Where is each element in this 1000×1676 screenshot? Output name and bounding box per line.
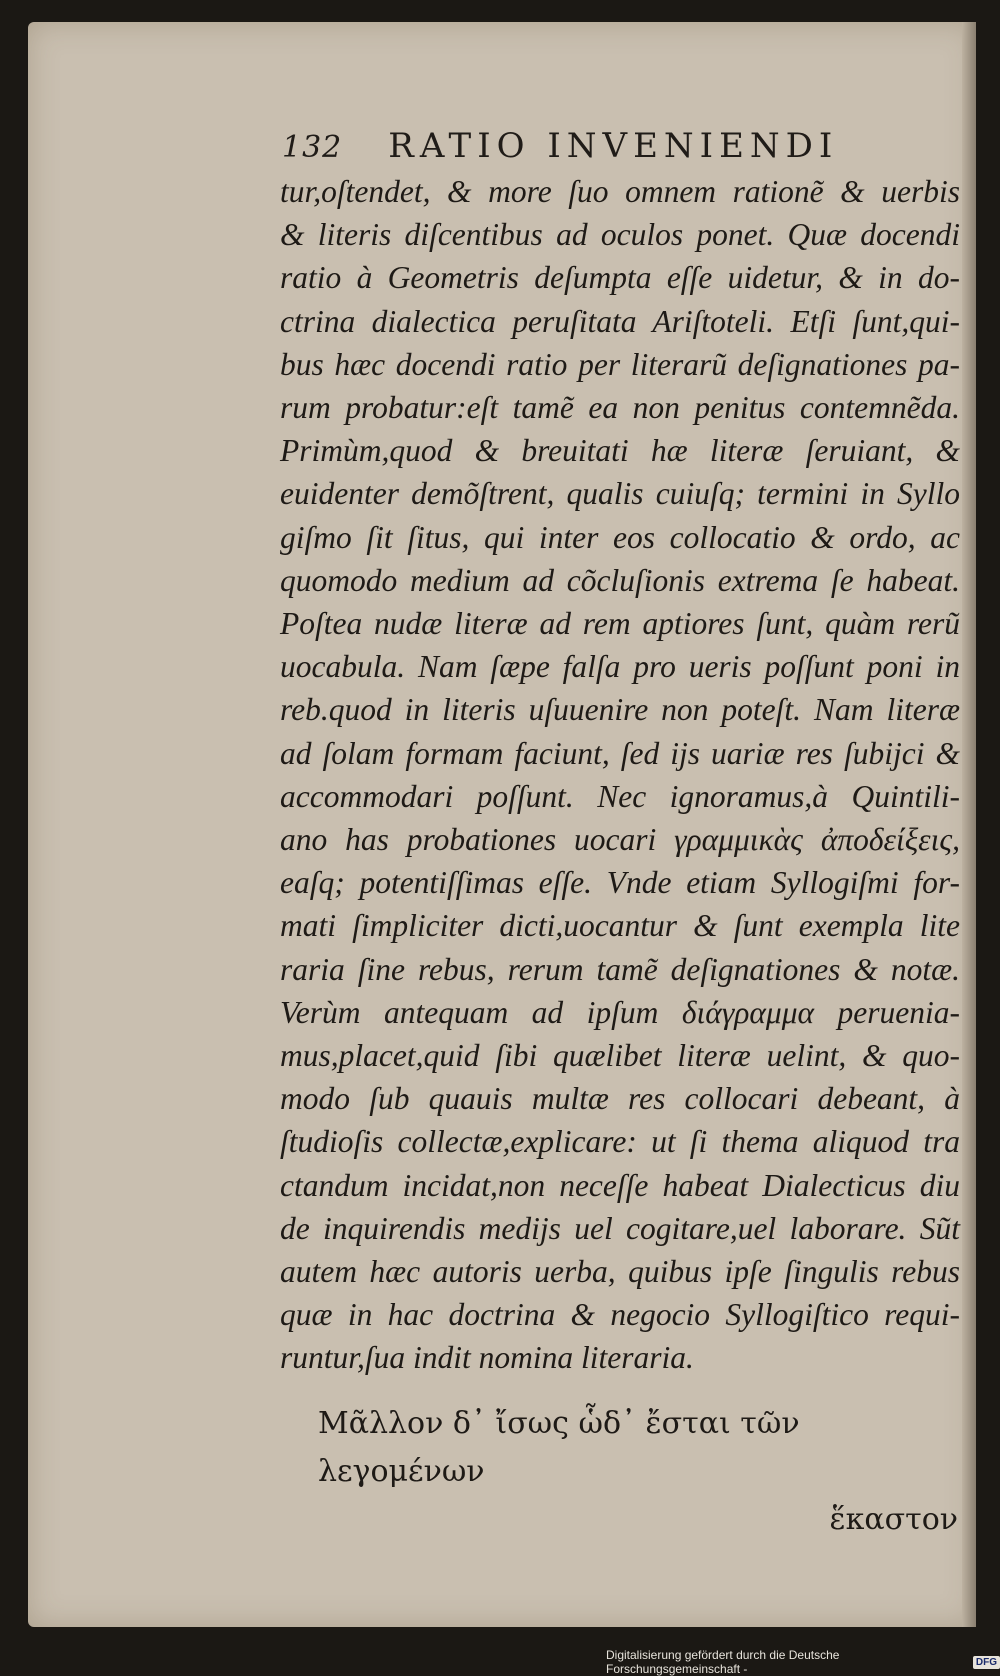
text-line: raria ſine rebus, rerum tamẽ deſignationes & notæ. <box>280 951 960 987</box>
text-line: runtur,ſua indit nomina literaria. <box>280 1340 694 1376</box>
page-header <box>282 126 838 166</box>
text-line: uocabula. Nam ſæpe falſa pro ueris poſſunt poni in <box>280 649 960 685</box>
text-line: Primùm,quod & breuitati hæ literæ ſeruiant, & <box>280 433 960 469</box>
text-line: rum probatur:eſt tamẽ ea non penitus contemnẽda. <box>280 390 960 426</box>
text-line: mus,placet,quid ſibi quælibet literæ uelint, & quo- <box>280 1038 960 1074</box>
text-line: reb.quod in literis uſuuenire non poteſt. Nam literæ <box>280 692 960 728</box>
text-line: ſtudioſis collectæ,explicare: ut ſi thema aliquod tra <box>280 1124 960 1160</box>
text-line: quæ in hac doctrina & negocio Syllogiſtico requi- <box>280 1297 960 1333</box>
text-line: ano has probationes uocari γραμμικὰς ἀποδείξεις, <box>280 822 960 858</box>
greek-quote <box>318 1400 958 1544</box>
text-line: eaſq; potentiſſimas eſſe. Vnde etiam Syllogiſmi for- <box>280 865 960 901</box>
text-line: Poſtea nudæ literæ ad rem aptiores ſunt, quàm rerũ <box>280 606 960 642</box>
text-line: ratio à Geometris deſumpta eſſe uidetur, & in do- <box>280 260 960 296</box>
running-title: RATIO INVENIENDI <box>388 126 839 166</box>
text-line: quomodo medium ad cõcluſionis extrema ſe habeat. <box>280 562 960 598</box>
body-text <box>280 170 960 1380</box>
page-gutter <box>962 22 976 1627</box>
text-line: giſmo ſit ſitus, qui inter eos collocatio & ordo, ac <box>280 519 960 555</box>
digitization-credit <box>606 1648 1000 1676</box>
text-line: & literis diſcentibus ad oculos ponet. Quæ docendi <box>280 217 960 253</box>
text-line: bus hæc docendi ratio per literarũ deſignationes pa- <box>280 346 960 382</box>
text-line: ctandum incidat,non neceſſe habeat Dialecticus diu <box>280 1167 960 1203</box>
greek-quote-line: Μᾶλλον δ᾽ ἴσως ὧδ᾽ ἔσται τῶν λεγομένων <box>318 1406 800 1489</box>
text-line: euidenter demõſtrent, qualis cuiuſq; termini in Syllo <box>280 476 960 512</box>
text-line: autem hæc autoris uerba, quibus ipſe ſingulis rebus <box>280 1254 960 1290</box>
dfg-logo: DFG <box>973 1656 1000 1669</box>
greek-quote-line: ἕκαστον <box>829 1502 958 1537</box>
text-line: de inquirendis medijs uel cogitare,uel laborare. Sũt <box>280 1210 960 1246</box>
text-line: tur,oſtendet, & more ſuo omnem rationẽ & uerbis <box>280 174 960 209</box>
text-line: modo ſub quauis multæ res collocari debeant, à <box>280 1081 960 1117</box>
text-line: ctrina dialectica peruſitata Ariſtoteli. Etſi ſunt,qui- <box>280 303 960 339</box>
page-number: 132 <box>282 130 343 165</box>
text-line: accommodari poſſunt. Nec ignoramus,à Quintili- <box>280 778 960 814</box>
text-line: Verùm antequam ad ipſum διάγραμμα perueniа- <box>280 994 960 1030</box>
text-line: mati ſimpliciter dicti,uocantur & ſunt exempla lite <box>280 908 960 944</box>
text-line: ad ſolam formam faciunt, ſed ijs uariæ res ſubijci & <box>280 735 960 771</box>
credit-text: Digitalisierung gefördert durch die Deutsche Forschungsgemeinschaft - <box>606 1648 840 1676</box>
